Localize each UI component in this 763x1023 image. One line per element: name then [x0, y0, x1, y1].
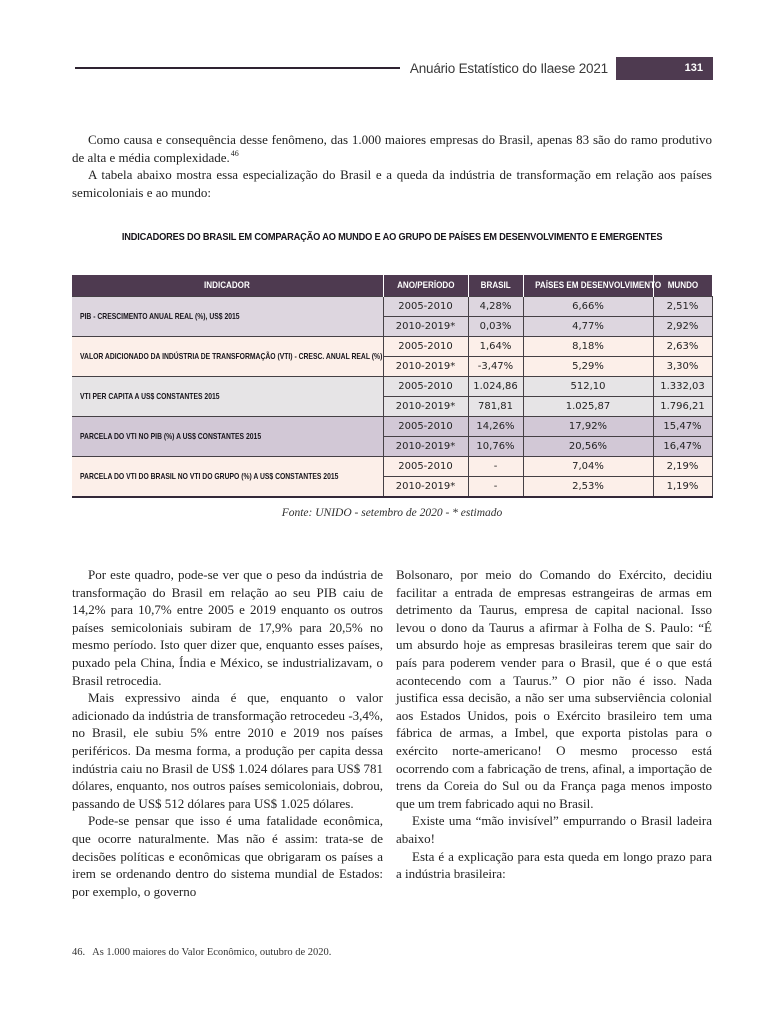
period-cell: 2005-2010 — [383, 377, 468, 397]
table-row — [72, 457, 712, 477]
period-cell: 2010-2019* — [383, 357, 468, 377]
header-indicador — [72, 275, 383, 297]
footnote-reference: 46 — [230, 149, 239, 159]
table-row — [72, 417, 712, 437]
brasil-cell: 4,28% — [468, 297, 523, 317]
indicator-cell-text: PARCELA DO VTI NO PIB (%) A US$ CONSTANTES 2015 — [80, 431, 262, 441]
footnote-number: 46. — [72, 947, 86, 958]
world-cell: 2,92% — [653, 317, 712, 337]
indicator-cell — [72, 337, 383, 377]
developing-cell: 7,04% — [523, 457, 653, 477]
period-cell: 2010-2019* — [383, 317, 468, 337]
world-cell: 1.796,21 — [653, 397, 712, 417]
journal-title: Anuário Estatístico do Ilaese 2021 — [409, 60, 608, 76]
brasil-cell: 0,03% — [468, 317, 523, 337]
header-rule — [75, 67, 400, 69]
indicator-cell — [72, 297, 383, 337]
brasil-cell: 1.024,86 — [468, 377, 523, 397]
world-cell: 1,19% — [653, 477, 712, 498]
world-cell: 2,19% — [653, 457, 712, 477]
intro-paragraph-2: A tabela abaixo mostra essa especialização do Brasil e a queda da indústria de transformação em relação aos países semicoloniais e ao mundo: — [72, 167, 712, 200]
table-row — [72, 297, 712, 317]
table-source: Fonte: UNIDO - setembro de 2020 - * estimado — [281, 507, 503, 519]
table-title — [72, 227, 712, 245]
world-cell: 16,47% — [653, 437, 712, 457]
indicator-cell — [72, 457, 383, 498]
intro-paragraph-1 — [72, 131, 712, 166]
period-cell: 2005-2010 — [383, 457, 468, 477]
indicator-cell-text: VTI PER CAPITA A US$ CONSTANTES 2015 — [80, 391, 220, 401]
table-row — [72, 337, 712, 357]
indicator-cell-text: PIB - CRESCIMENTO ANUAL REAL (%), US$ 2015 — [80, 311, 240, 321]
indicators-table-body — [72, 297, 712, 498]
period-cell: 2010-2019* — [383, 397, 468, 417]
period-cell: 2005-2010 — [383, 337, 468, 357]
developing-cell: 20,56% — [523, 437, 653, 457]
body-paragraph: Pode-se pensar que isso é uma fatalidade econômica, que ocorre naturalmente. Mas não é assim: trata-se de decisões políticas e econômicas que obrigaram os países a irem se ordenando dentro do sistema mundial de Estados: por exemplo, o governo — [72, 813, 383, 899]
table-row — [72, 377, 712, 397]
developing-cell: 1.025,87 — [523, 397, 653, 417]
brasil-cell: 14,26% — [468, 417, 523, 437]
body-paragraph: Existe uma “mão invisível” empurrando o Brasil ladeira abaixo! — [396, 813, 712, 846]
brasil-cell: - — [468, 457, 523, 477]
header-brasil-text: BRASIL — [480, 280, 511, 291]
header-paises-desenvolvimento — [523, 275, 661, 297]
indicator-cell-text: VALOR ADICIONADO DA INDÚSTRIA DE TRANSFORMAÇÃO (VTI) - CRESC. ANUAL REAL (%) — [80, 351, 383, 361]
table-title-text: INDICADORES DO BRASIL EM COMPARAÇÃO AO MUNDO E AO GRUPO DE PAÍSES EM DESENVOLVIMENTO E EMERGENTES — [121, 231, 663, 243]
period-cell: 2005-2010 — [383, 297, 468, 317]
brasil-cell: 10,76% — [468, 437, 523, 457]
page-header — [75, 55, 713, 81]
header-paises-desenvolvimento-text: PAÍSES EM DESENVOLVIMENTO — [534, 280, 661, 291]
brasil-cell: - — [468, 477, 523, 498]
developing-cell: 17,92% — [523, 417, 653, 437]
header-mundo-text: MUNDO — [667, 280, 698, 291]
header-brasil — [468, 275, 523, 297]
developing-cell: 512,10 — [523, 377, 653, 397]
footnote-text: As 1.000 maiores do Valor Econômico, outubro de 2020. — [92, 947, 332, 958]
intro-text — [72, 131, 712, 201]
world-cell: 1.332,03 — [653, 377, 712, 397]
intro-paragraph-1-text: Como causa e consequência desse fenômeno, das 1.000 maiores empresas do Brasil, apenas 83 são do ramo produtivo de alta e média complexidade. — [72, 132, 712, 165]
body-paragraph: Bolsonaro, por meio do Comando do Exército, decidiu facilitar a entrada de empresas estrangeiras de armas em detrimento da Taurus, empresa de capital nacional. Isso levou o dono da Taurus a afirmar à Folha de S. Paulo: “É um absurdo hoje as empresas brasileiras terem que sair do país para poderem vender para o Brasil, que é o que está acontecendo com a Taurus.” O pior não é isso. Nada justifica essa decisão, a não ser uma subserviência colonial aos Estados Unidos, pois o Exército brasileiro tem uma fábrica de armas, a Imbel, que exporta pistolas para o exército norte-americano! O mesmo processo está ocorrendo com a fabricação de trens, afinal, a importação de trens da Coreia do Sul ou da França paga menos imposto que um trem fabricado aqui no Brasil. — [396, 567, 712, 811]
period-cell: 2010-2019* — [383, 437, 468, 457]
header-mundo — [653, 275, 712, 297]
body-column-left — [72, 566, 383, 900]
developing-cell: 8,18% — [523, 337, 653, 357]
world-cell: 3,30% — [653, 357, 712, 377]
body-paragraph: Mais expressivo ainda é que, enquanto o valor adicionado da indústria de transformação retrocedeu -3,4%, no Brasil, ele subiu 5% entre 2010 e 2019 nos países periféricos. Da mesma forma, a produção per capita dessa indústria caiu no Brasil de US$ 1.024 dólares para US$ 781 dólares, enquanto, nos outros países semicoloniais, dobrou, passando de US$ 512 dólares para US$ 1.025 dólares. — [72, 690, 383, 811]
page-number-badge: 131 — [616, 57, 713, 80]
header-indicador-text: INDICADOR — [204, 280, 251, 291]
body-paragraph: Esta é a explicação para esta queda em longo prazo para a indústria brasileira: — [396, 848, 712, 882]
indicators-table — [72, 275, 713, 498]
table-header-row — [72, 275, 712, 297]
brasil-cell: 781,81 — [468, 397, 523, 417]
indicator-cell-text: PARCELA DO VTI DO BRASIL NO VTI DO GRUPO (%) A US$ CONSTANTES 2015 — [80, 471, 339, 481]
developing-cell: 2,53% — [523, 477, 653, 498]
indicator-cell — [72, 377, 383, 417]
header-ano-periodo — [383, 275, 468, 297]
footnote — [72, 947, 712, 958]
world-cell: 2,51% — [653, 297, 712, 317]
period-cell: 2005-2010 — [383, 417, 468, 437]
developing-cell: 4,77% — [523, 317, 653, 337]
developing-cell: 6,66% — [523, 297, 653, 317]
brasil-cell: 1,64% — [468, 337, 523, 357]
header-ano-periodo-text: ANO/PERÍODO — [396, 280, 455, 291]
developing-cell: 5,29% — [523, 357, 653, 377]
indicator-cell — [72, 417, 383, 457]
body-paragraph: Por este quadro, pode-se ver que o peso da indústria de transformação do Brasil em relação ao seu PIB caiu de 14,2% para 10,7% entre 2005 e 2019 enquanto os outros países semicoloniais subiram de 17,9% para 20,5% no mesmo período. Isto quer dizer que, enquanto esses países, puxado pela China, Índia e México, se industrializavam, o Brasil retrocedia. — [72, 567, 383, 688]
brasil-cell: -3,47% — [468, 357, 523, 377]
world-cell: 15,47% — [653, 417, 712, 437]
period-cell: 2010-2019* — [383, 477, 468, 498]
body-column-right — [396, 566, 712, 883]
world-cell: 2,63% — [653, 337, 712, 357]
